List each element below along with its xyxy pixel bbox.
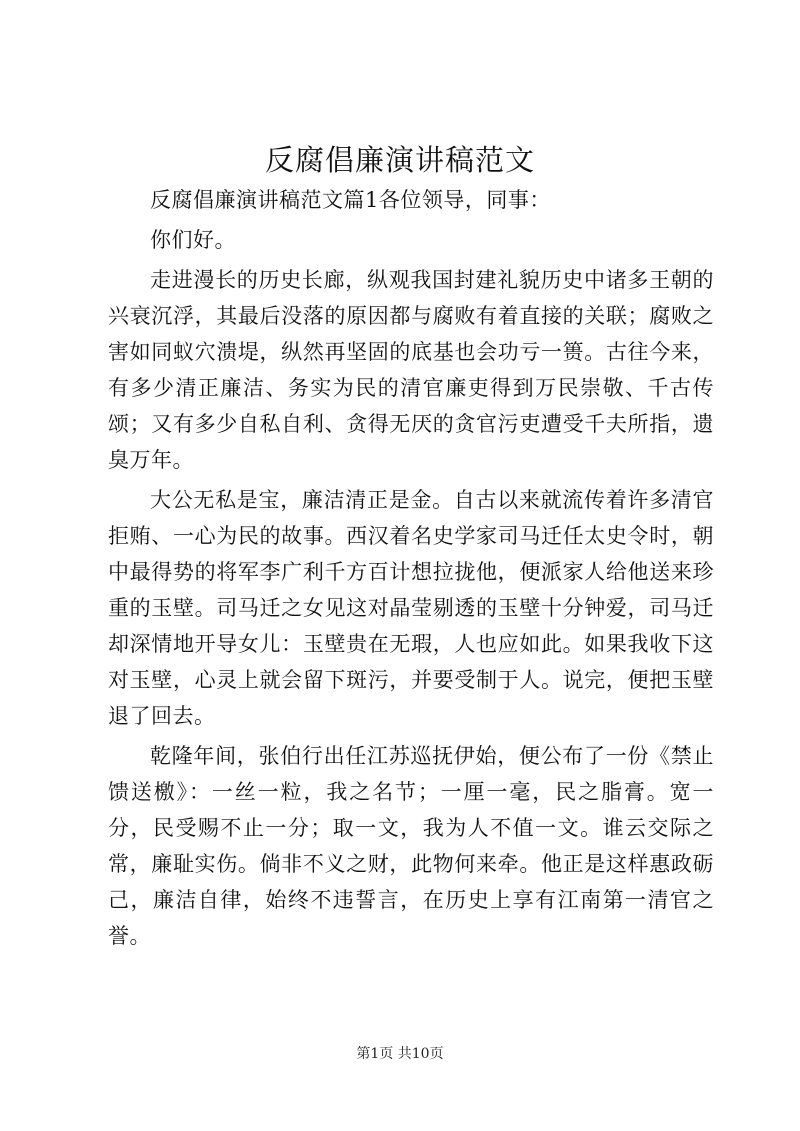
document-body (108, 182, 714, 958)
paragraph-greeting: 你们好。 (150, 228, 236, 252)
document-title: 反腐倡廉演讲稿范文 (264, 143, 535, 177)
paragraph-salutation: 反腐倡廉演讲稿范文篇1各位领导，同事： (150, 188, 551, 212)
paragraph-sima-qian: 大公无私是宝，廉洁清正是金。自古以来就流传着许多清官拒贿、一心为民的故事。西汉着名史学家司马迁任太史令时，朝中最得势的将军李广利千方百计想拉拢他，便派家人给他送来珍重的玉壁。司马迁之女见这对晶莹剔透的玉壁十分钟爱，司马迁却深情地开导女儿：玉壁贵在无瑕，人也应如此。如果我收下这对玉壁，心灵上就会留下斑污，并要受制于人。说完，便把玉壁退了回去。 (108, 488, 714, 728)
paragraph-history: 走进漫长的历史长廊，纵观我国封建礼貌历史中诸多王朝的兴衰沉浮，其最后没落的原因都与腐败有着直接的关联；腐败之害如同蚁穴溃堤，纵然再坚固的底基也会功亏一篑。古往今来，有多少清正廉洁、务实为民的清官廉吏得到万民崇敬、千古传颂；又有多少自私自利、贪得无厌的贪官污吏遭受千夫所指，遗臭万年。 (108, 268, 714, 472)
paragraph-zhang-boxing: 乾隆年间，张伯行出任江苏巡抚伊始，便公布了一份《禁止馈送檄》：一丝一粒，我之名节；一厘一毫，民之脂膏。宽一分，民受赐不止一分；取一文，我为人不值一文。谁云交际之常，廉耻实伤。倘非不义之财，此物何来牵。他正是这样惠政砺己，廉洁自律，始终不违誓言，在历史上享有江南第一清官之誉。 (108, 744, 714, 948)
page-indicator: 第1页 共10页 (356, 1046, 444, 1062)
